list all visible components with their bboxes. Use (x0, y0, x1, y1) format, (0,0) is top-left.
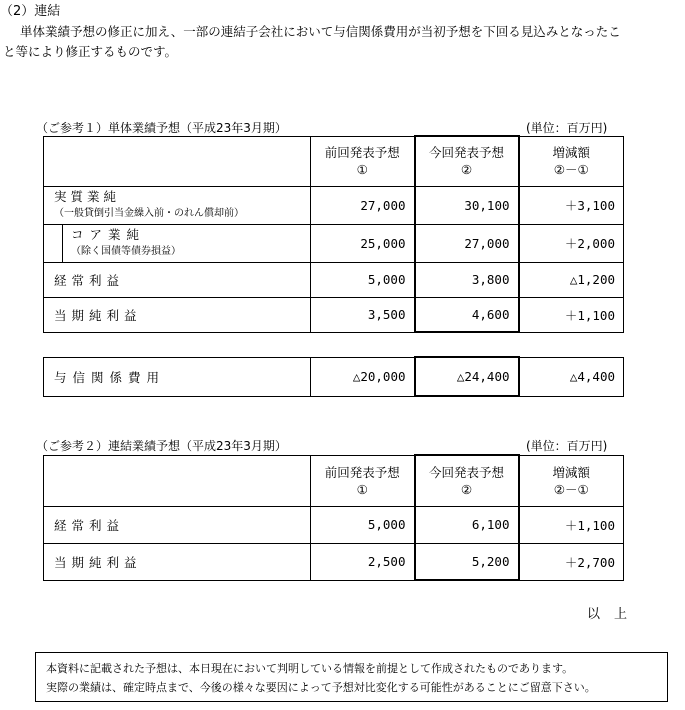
ref1-header-prev: 前回発表予想 ① (311, 136, 415, 186)
ref2-header-curr: 今回発表予想 ② (415, 455, 519, 506)
ref1-caption: （ご参考１）単体業績予想（平成23年3月期） (36, 121, 287, 135)
paragraph-line-1: 単体業績予想の修正に加え、一部の連結子会社において与信関係費用が当初予想を下回る見込みとなったこ (20, 24, 621, 39)
prev-value: 25,000 (311, 224, 415, 262)
section-heading: （2）連結 (0, 4, 61, 19)
disclaimer-line-2: 実際の業績は、確定時点まで、今後の様々な要因によって予想対比変化する可能性があることにご留意下さい。 (46, 681, 596, 694)
diff-value: ＋2,000 (519, 224, 624, 262)
closing-mark: 以上 (586, 607, 641, 622)
curr-value: 27,000 (415, 224, 519, 262)
table-row (44, 357, 624, 396)
row-label: 実質業純 （一般貸倒引当金繰入前・のれん償却前） (44, 186, 311, 224)
ref2-table (43, 454, 624, 581)
ref2-caption: （ご参考２）連結業績予想（平成23年3月期） (36, 439, 287, 453)
table-row (44, 506, 624, 543)
curr-value: 3,800 (415, 262, 519, 297)
ref2-header-blank (44, 455, 311, 506)
ref2-header-row (44, 455, 624, 506)
diff-value: ＋2,700 (519, 543, 624, 580)
prev-value: 5,000 (311, 262, 415, 297)
prev-value: 3,500 (311, 297, 415, 332)
curr-value: △24,400 (415, 357, 519, 396)
row-label: 当期純利益 (44, 297, 311, 332)
ref2-header-diff: 増減額 ②－① (519, 455, 624, 506)
credit-label: 与信関係費用 (44, 357, 311, 396)
ref1-header-curr: 今回発表予想 ② (415, 136, 519, 186)
curr-value: 6,100 (415, 506, 519, 543)
row-label-indented: コア業純 （除く国債等債券損益） (44, 224, 311, 262)
curr-value: 4,600 (415, 297, 519, 332)
table-row (44, 186, 624, 224)
ref1-header-row (44, 136, 624, 186)
disclaimer-box (35, 652, 668, 702)
diff-value: △4,400 (519, 357, 624, 396)
prev-value: △20,000 (311, 357, 415, 396)
curr-value: 30,100 (415, 186, 519, 224)
row-label: 経常利益 (44, 506, 311, 543)
prev-value: 27,000 (311, 186, 415, 224)
diff-value: ＋1,100 (519, 506, 624, 543)
row-label: 経常利益 (44, 262, 311, 297)
ref1-header-diff: 増減額 ②－① (519, 136, 624, 186)
diff-value: △1,200 (519, 262, 624, 297)
prev-value: 5,000 (311, 506, 415, 543)
table-row (44, 262, 624, 297)
diff-value: ＋1,100 (519, 297, 624, 332)
ref1-table (43, 135, 624, 333)
ref1-unit: (単位：百万円) (526, 121, 608, 135)
prev-value: 2,500 (311, 543, 415, 580)
ref2-header-prev: 前回発表予想 ① (311, 455, 415, 506)
ref1-credit-table (43, 356, 624, 397)
table-row (44, 297, 624, 332)
ref2-unit: (単位：百万円) (526, 439, 608, 453)
table-row (44, 224, 624, 262)
ref1-header-blank (44, 136, 311, 186)
curr-value: 5,200 (415, 543, 519, 580)
paragraph-line-2: と等により修正するものです。 (3, 44, 178, 59)
row-label: 当期純利益 (44, 543, 311, 580)
table-row (44, 543, 624, 580)
diff-value: ＋3,100 (519, 186, 624, 224)
disclaimer-line-1: 本資料に記載された予想は、本日現在において判明している情報を前提として作成されたものであります。 (46, 662, 574, 675)
